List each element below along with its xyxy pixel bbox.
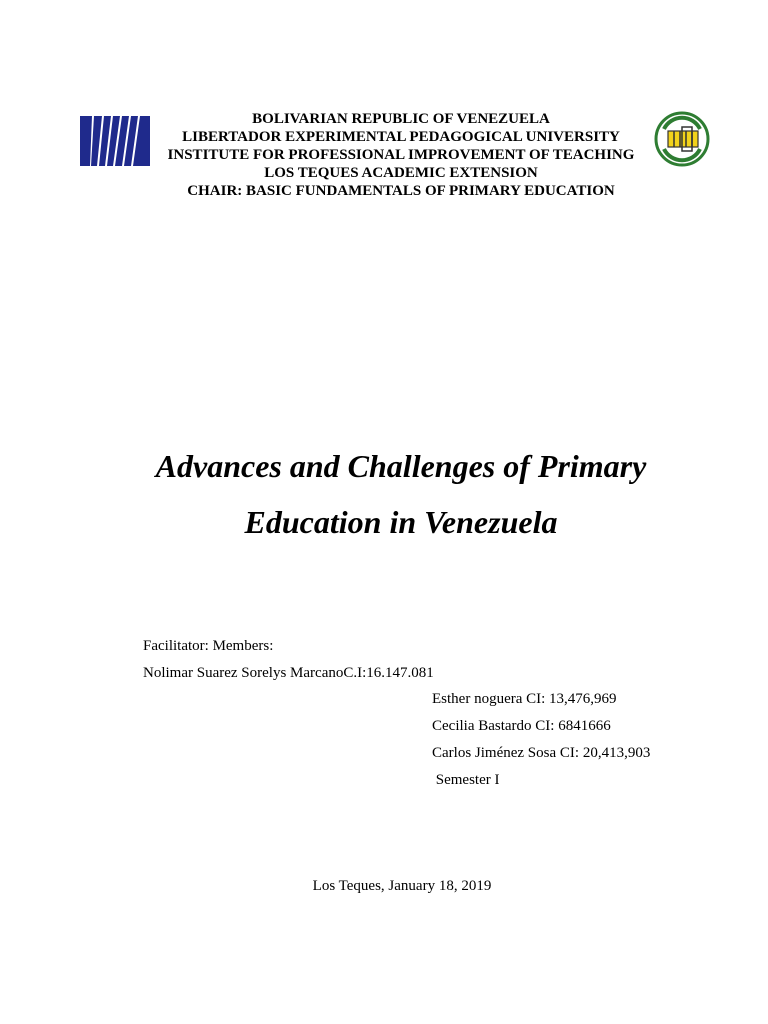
member-2: Cecilia Bastardo CI: 6841666 — [432, 718, 611, 734]
institution-header — [150, 110, 652, 200]
member-3: Carlos Jiménez Sosa CI: 20,413,903 — [432, 745, 651, 761]
title-line-2: Education in Venezuela — [244, 504, 558, 540]
place-date: Los Teques, January 18, 2019 — [312, 878, 492, 894]
member-1: Esther noguera CI: 13,476,969 — [432, 691, 617, 707]
institute-emblem-icon — [654, 111, 710, 167]
facilitator-name: Nolimar Suarez Sorelys MarcanoC.I:16.147.081 — [143, 665, 434, 681]
title-line-1: Advances and Challenges of Primary — [155, 448, 647, 484]
document-title — [80, 438, 722, 550]
header-institute: INSTITUTE FOR PROFESSIONAL IMPROVEMENT OF TEACHING — [167, 147, 635, 163]
header-university: LIBERTADOR EXPERIMENTAL PEDAGOGICAL UNIVERSITY — [182, 129, 620, 145]
facilitator-members-label: Facilitator: Members: — [143, 638, 274, 654]
header-extension: LOS TEQUES ACADEMIC EXTENSION — [264, 165, 538, 181]
semester-label: Semester I — [432, 772, 500, 788]
header-country: BOLIVARIAN REPUBLIC OF VENEZUELA — [252, 111, 550, 127]
header-chair: CHAIR: BASIC FUNDAMENTALS OF PRIMARY EDUCATION — [187, 183, 615, 199]
university-logo-icon — [80, 116, 150, 166]
